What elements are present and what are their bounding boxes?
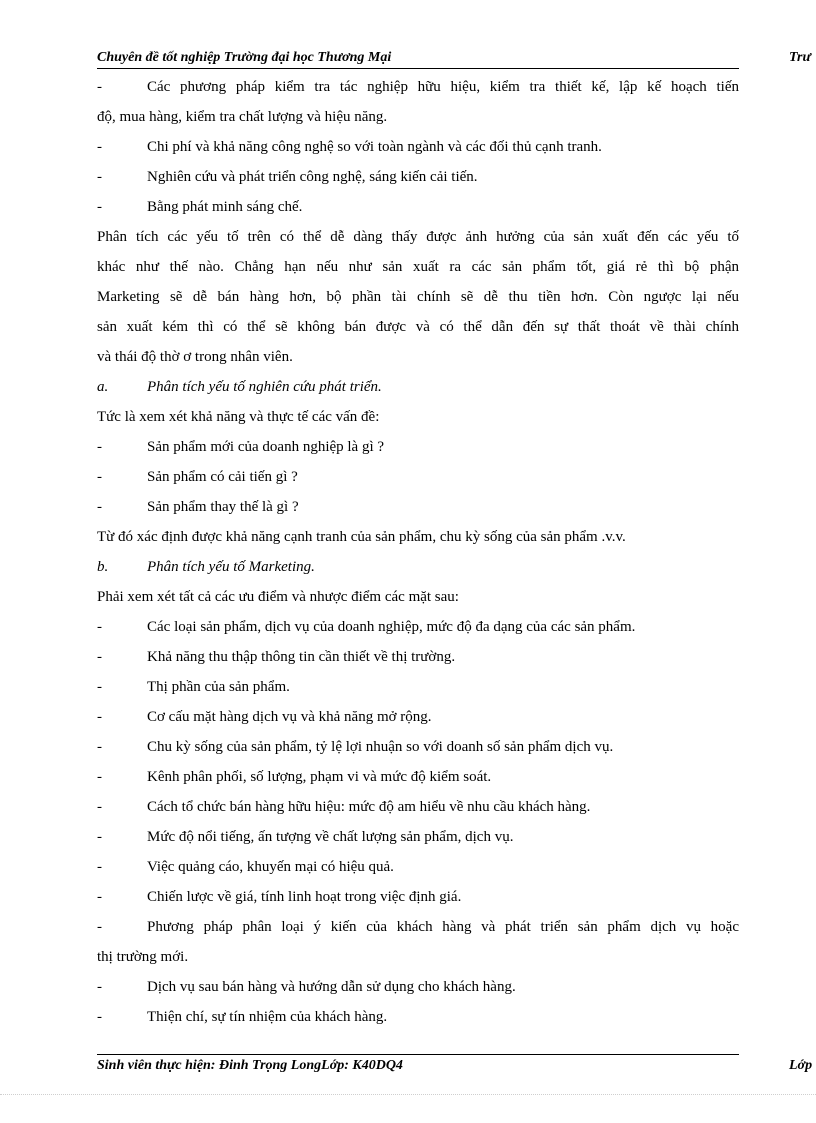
- section-heading-a: [97, 372, 739, 402]
- document-body: [97, 72, 739, 1032]
- section-heading-text: Phân tích yếu tố nghiên cứu phát triển.: [147, 379, 382, 395]
- list-item-text: Kênh phân phối, số lượng, phạm vi và mức độ kiểm soát.: [147, 769, 492, 785]
- list-item: [97, 492, 739, 522]
- list-item: [97, 882, 739, 912]
- list-item-text: Chi phí và khả năng công nghệ so với toàn ngành và các đối thủ cạnh tranh.: [147, 139, 602, 155]
- list-item: [97, 192, 739, 222]
- bullet-dash: -: [97, 499, 102, 515]
- list-item: [97, 132, 739, 162]
- page-footer-right: Lớp: [789, 1058, 813, 1073]
- list-item: [97, 852, 739, 882]
- list-item-text: Việc quảng cáo, khuyến mại có hiệu quả.: [147, 859, 394, 875]
- list-item: [97, 762, 739, 792]
- list-item-text: Phương pháp phân loại ý kiến của khách hàng và phát triển sản phẩm dịch vụ hoặc: [147, 919, 739, 935]
- bullet-dash: -: [97, 469, 102, 485]
- bullet-dash: -: [97, 169, 102, 185]
- list-item-continuation: [97, 102, 739, 132]
- list-item-text: Sản phẩm thay thế là gì ?: [147, 499, 299, 515]
- paragraph-line: Marketing sẽ dễ bán hàng hơn, bộ phần tài chính sẽ dễ thu tiền hơn. Còn ngược lại nếu: [97, 289, 739, 305]
- list-item-text: Chu kỳ sống của sản phẩm, tỷ lệ lợi nhuận so với doanh số sản phẩm dịch vụ.: [147, 739, 614, 755]
- page-header-right: Trư: [789, 50, 811, 65]
- list-item-text: Sản phẩm có cải tiến gì ?: [147, 469, 298, 485]
- bullet-dash: -: [97, 619, 102, 635]
- section-heading-b: [97, 552, 739, 582]
- list-item: [97, 162, 739, 192]
- bullet-dash: -: [97, 889, 102, 905]
- bullet-dash: -: [97, 919, 102, 935]
- footer-rule: [97, 1054, 739, 1055]
- list-item-text: Dịch vụ sau bán hàng và hướng dẫn sử dụng cho khách hàng.: [147, 979, 516, 995]
- list-item-text: Cơ cấu mặt hàng dịch vụ và khả năng mở rộng.: [147, 709, 432, 725]
- bullet-dash: -: [97, 139, 102, 155]
- list-item: [97, 912, 739, 942]
- bullet-dash: -: [97, 769, 102, 785]
- list-item: [97, 822, 739, 852]
- list-item: [97, 462, 739, 492]
- list-item: [97, 702, 739, 732]
- section-marker: a.: [97, 379, 109, 395]
- section-marker: b.: [97, 559, 109, 575]
- bullet-dash: -: [97, 979, 102, 995]
- list-item: [97, 72, 739, 102]
- section-heading-text: Phân tích yếu tố Marketing.: [147, 559, 315, 575]
- paragraph-line: sản xuất kém thì có thể sẽ không bán được và có thể dẫn đến sự thất thoát về thài chính: [97, 319, 739, 335]
- list-item-text: Cách tổ chức bán hàng hữu hiệu: mức độ am hiểu về nhu cầu khách hàng.: [147, 799, 591, 815]
- paragraph-line: Phân tích các yếu tố trên có thể dễ dàng thấy được ảnh hưởng của sản xuất đến các yếu tố: [97, 229, 739, 245]
- bullet-dash: -: [97, 679, 102, 695]
- list-item: [97, 1002, 739, 1032]
- list-item-text: Thiện chí, sự tín nhiệm của khách hàng.: [147, 1009, 388, 1025]
- paragraph-line: Từ đó xác định được khả năng cạnh tranh của sản phẩm, chu kỳ sống của sản phẩm .v.v.: [97, 529, 626, 545]
- list-item-text: Các loại sản phẩm, dịch vụ của doanh nghiệp, mức độ đa dạng của các sản phẩm.: [147, 619, 636, 635]
- bullet-dash: -: [97, 649, 102, 665]
- page-header-title: Chuyên đề tốt nghiệp Trường đại học Thương Mại: [97, 50, 392, 65]
- list-item: [97, 612, 739, 642]
- list-item: [97, 972, 739, 1002]
- list-item-text: Mức độ nổi tiếng, ấn tượng về chất lượng sản phẩm, dịch vụ.: [147, 829, 514, 845]
- page-boundary: [0, 1094, 816, 1095]
- bullet-dash: -: [97, 79, 102, 95]
- list-item-continuation: [97, 942, 739, 972]
- bullet-dash: -: [97, 829, 102, 845]
- paragraph-line: Tức là xem xét khả năng và thực tế các vấn đề:: [97, 409, 380, 425]
- list-item-text: Nghiên cứu và phát triển công nghệ, sáng kiến cải tiến.: [147, 169, 478, 185]
- bullet-dash: -: [97, 859, 102, 875]
- list-item-text: độ, mua hàng, kiểm tra chất lượng và hiệu năng.: [97, 109, 388, 125]
- bullet-dash: -: [97, 709, 102, 725]
- paragraph-line: khác như thế nào. Chẳng hạn nếu như sản xuất ra các sản phẩm tốt, giá rẻ thì bộ phận: [97, 259, 739, 275]
- list-item: [97, 432, 739, 462]
- bullet-dash: -: [97, 799, 102, 815]
- list-item: [97, 732, 739, 762]
- list-item: [97, 642, 739, 672]
- list-item-text: Chiến lược về giá, tính linh hoạt trong việc định giá.: [147, 889, 462, 905]
- bullet-dash: -: [97, 439, 102, 455]
- list-item-text: Bằng phát minh sáng chế.: [147, 199, 303, 215]
- list-item-text: Sản phẩm mới của doanh nghiệp là gì ?: [147, 439, 385, 455]
- list-item-text: Các phương pháp kiểm tra tác nghiệp hữu hiệu, kiểm tra thiết kế, lập kế hoạch tiến: [147, 79, 739, 95]
- bullet-dash: -: [97, 199, 102, 215]
- paragraph-line: và thái độ thờ ơ trong nhân viên.: [97, 349, 293, 365]
- paragraph-line: Phải xem xét tất cả các ưu điểm và nhược điểm các mặt sau:: [97, 589, 459, 605]
- page-footer-author: Sinh viên thực hiện: Đinh Trọng LongLớp: K40DQ4: [97, 1058, 403, 1073]
- list-item-text: Khả năng thu thập thông tin cần thiết về thị trường.: [147, 649, 456, 665]
- list-item-text: Thị phần của sản phẩm.: [147, 679, 290, 695]
- bullet-dash: -: [97, 739, 102, 755]
- list-item: [97, 672, 739, 702]
- list-item: [97, 792, 739, 822]
- bullet-dash: -: [97, 1009, 102, 1025]
- list-item-text: thị trường mới.: [97, 949, 189, 965]
- header-rule: [97, 68, 739, 69]
